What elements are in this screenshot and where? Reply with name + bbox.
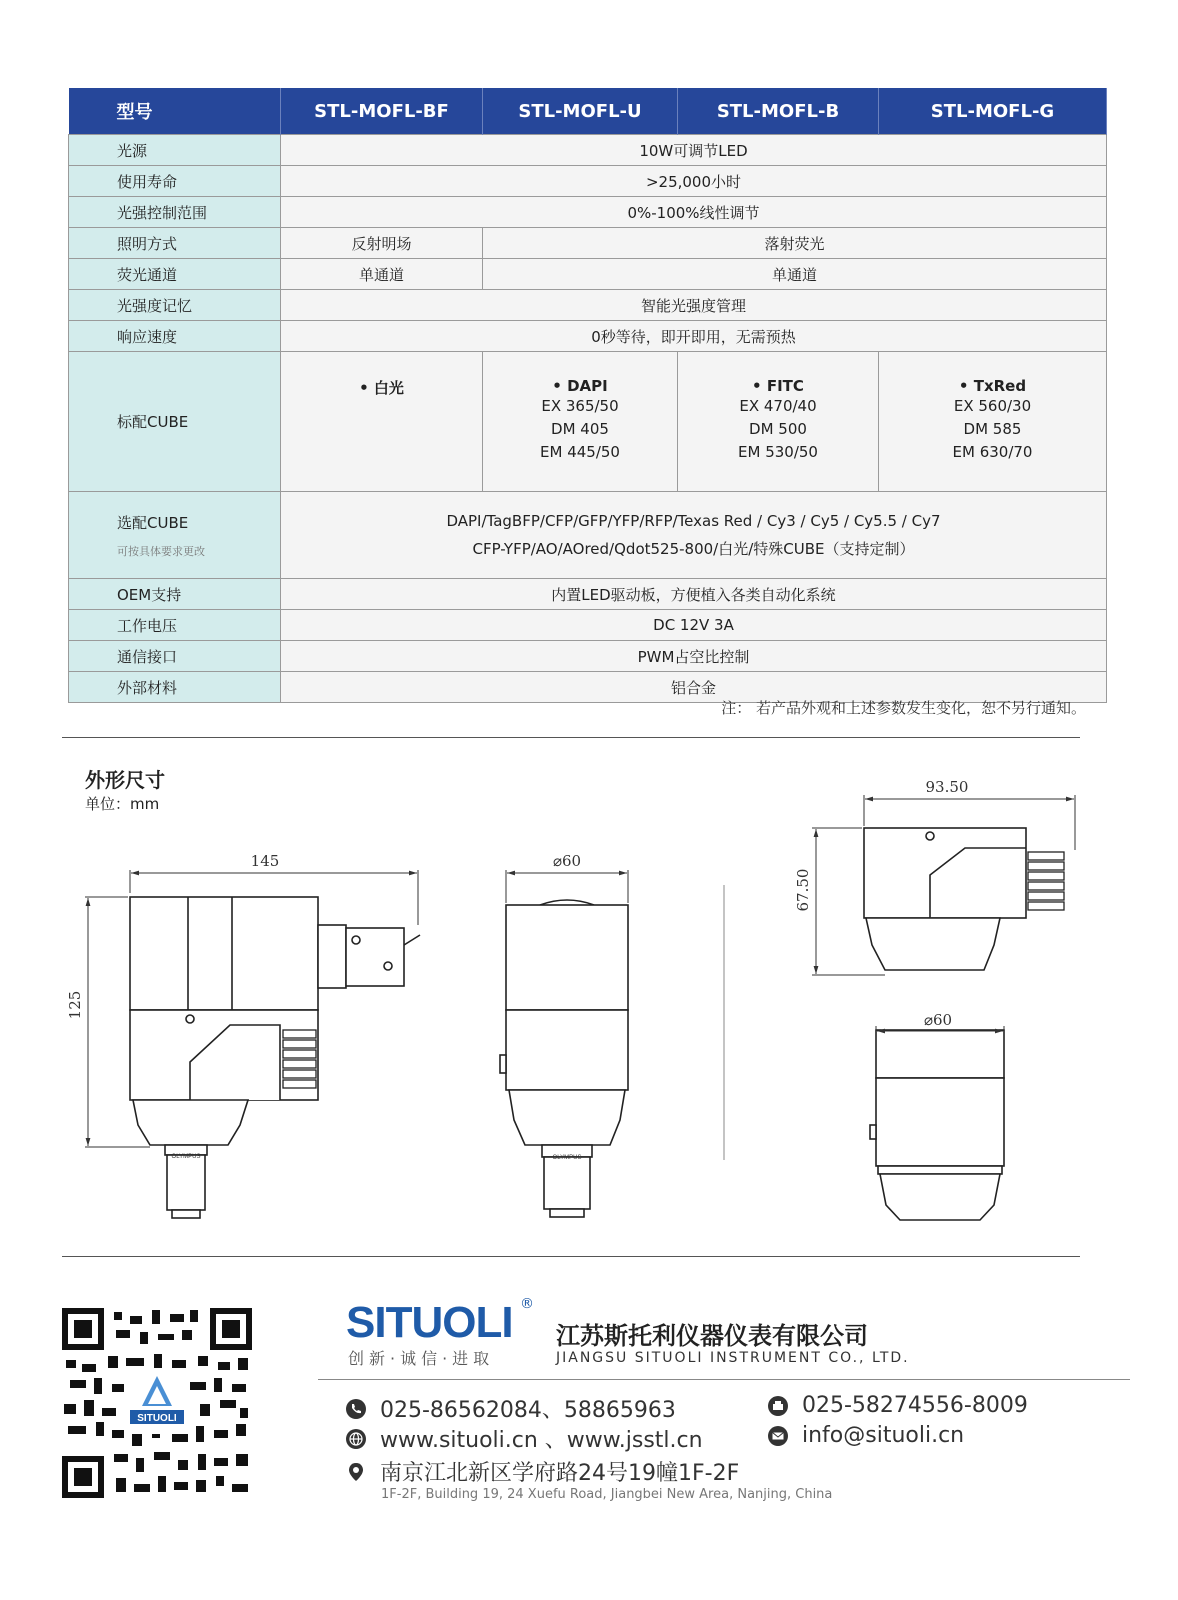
row-value-bf: 单通道 bbox=[281, 259, 483, 290]
section-divider bbox=[62, 1256, 1080, 1257]
contact-website bbox=[346, 1423, 703, 1454]
row-value: 铝合金 bbox=[281, 672, 1107, 703]
side-view-drawing bbox=[130, 897, 420, 1218]
row-label: 光强度记忆 bbox=[69, 290, 281, 321]
header-model-bf: STL-MOFL-BF bbox=[281, 88, 483, 135]
dim-top-height: 67.50 bbox=[794, 868, 812, 912]
cube-dm: DM 500 bbox=[749, 420, 807, 438]
address-cn-text: 南京江北新区学府路24号19幢1F-2F bbox=[380, 1461, 740, 1486]
row-value: >25,000小时 bbox=[281, 166, 1107, 197]
row-label: 光源 bbox=[69, 135, 281, 166]
dim-side-width: 145 bbox=[250, 852, 280, 870]
row-label: 外部材料 bbox=[69, 672, 281, 703]
row-value-rest: 单通道 bbox=[483, 259, 1107, 290]
cube-name: • FITC bbox=[752, 377, 804, 395]
row-value-rest: 落射荧光 bbox=[483, 228, 1107, 259]
objective-label-side: OLYMPUS bbox=[171, 1154, 201, 1160]
phone-icon bbox=[346, 1399, 366, 1419]
address-en-text: 1F-2F, Building 19, 24 Xuefu Road, Jiangbei New Area, Nanjing, China bbox=[381, 1487, 833, 1502]
row-value: 10W可调节LED bbox=[281, 135, 1107, 166]
contact-address bbox=[346, 1456, 739, 1487]
row-label: 响应速度 bbox=[69, 321, 281, 352]
row-value: DC 12V 3A bbox=[281, 610, 1107, 641]
fax-text: 025-58274556-8009 bbox=[802, 1393, 1028, 1418]
row-value: 智能光强度管理 bbox=[281, 290, 1107, 321]
phone-text: 025-86562084、58865963 bbox=[380, 1398, 676, 1423]
row-label: 工作电压 bbox=[69, 610, 281, 641]
fax-icon bbox=[768, 1396, 788, 1416]
cube-name: • DAPI bbox=[552, 377, 608, 395]
row-label: 荧光通道 bbox=[69, 259, 281, 290]
cube-ex: EX 470/40 bbox=[739, 397, 817, 415]
front-view-drawing bbox=[500, 900, 628, 1217]
header-model-u: STL-MOFL-U bbox=[483, 88, 678, 135]
disclaimer-note: 注： 若产品外观和上述参数发生变化，恕不另行通知。 bbox=[721, 699, 1086, 717]
row-label: 标配CUBE bbox=[69, 352, 281, 492]
footer-divider bbox=[318, 1379, 1130, 1380]
dim-top-width: 93.50 bbox=[925, 778, 969, 796]
row-value-bf: 反射明场 bbox=[281, 228, 483, 259]
registered-mark: ® bbox=[520, 1296, 534, 1312]
cube-ex: EX 365/50 bbox=[541, 397, 619, 415]
email-text: info@situoli.cn bbox=[802, 1423, 965, 1448]
cube-name: • TxRed bbox=[958, 377, 1027, 395]
row-label: OEM支持 bbox=[69, 579, 281, 610]
dim-side-height: 125 bbox=[66, 990, 84, 1020]
brand-slogan: 创新·诚信·进取 bbox=[348, 1349, 495, 1368]
qr-logo-text: SITUOLI bbox=[137, 1413, 177, 1424]
row-label: 光强控制范围 bbox=[69, 197, 281, 228]
cube-em: EM 630/70 bbox=[952, 443, 1033, 461]
cube-dm: DM 405 bbox=[551, 420, 609, 438]
row-sublabel: 可按具体要求更改 bbox=[117, 544, 205, 558]
qr-code bbox=[62, 1308, 252, 1498]
dimensions-unit: 单位：mm bbox=[85, 795, 160, 813]
contact-email bbox=[768, 1423, 964, 1448]
header-model-g: STL-MOFL-G bbox=[879, 88, 1107, 135]
row-value: 0%-100%线性调节 bbox=[281, 197, 1107, 228]
cube-dm: DM 585 bbox=[963, 420, 1022, 438]
dim-bottom-diameter: ⌀60 bbox=[923, 1011, 953, 1029]
row-label: 使用寿命 bbox=[69, 166, 281, 197]
cube-ex: EX 560/30 bbox=[953, 397, 1032, 415]
email-icon bbox=[768, 1426, 788, 1446]
optional-line-1: DAPI/TagBFP/CFP/GFP/YFP/RFP/Texas Red / Cy3 / Cy5 / Cy5.5 / Cy7 bbox=[446, 512, 941, 530]
cube-em: EM 530/50 bbox=[738, 443, 818, 461]
row-value: 0秒等待，即开即用，无需预热 bbox=[281, 321, 1107, 352]
objective-label-front: OLYMPUS bbox=[552, 1155, 582, 1161]
header-model-label: 型号 bbox=[69, 88, 281, 135]
dim-front-diameter: ⌀60 bbox=[552, 852, 582, 870]
company-name-cn: 江苏斯托利仪器仪表有限公司 bbox=[556, 1322, 868, 1350]
company-name-en: JIANGSU SITUOLI INSTRUMENT CO., LTD. bbox=[556, 1350, 910, 1366]
row-label: 选配CUBE bbox=[117, 513, 189, 532]
row-value: 内置LED驱动板，方便植入各类自动化系统 bbox=[281, 579, 1107, 610]
website-text: www.situoli.cn 、www.jsstl.cn bbox=[380, 1428, 703, 1453]
row-label: 通信接口 bbox=[69, 641, 281, 672]
cube-em: EM 445/50 bbox=[540, 443, 620, 461]
location-pin-icon bbox=[346, 1462, 366, 1482]
contact-fax bbox=[768, 1393, 1028, 1418]
brand-logo: SITUOLI bbox=[346, 1298, 513, 1347]
dimensions-title: 外形尺寸 bbox=[85, 768, 165, 792]
optional-line-2: CFP-YFP/AO/AOred/Qdot525-800/白光/特殊CUBE（支持定制） bbox=[472, 540, 915, 558]
contact-phone bbox=[346, 1393, 676, 1424]
row-value: PWM占空比控制 bbox=[281, 641, 1107, 672]
header-model-b: STL-MOFL-B bbox=[678, 88, 879, 135]
globe-icon bbox=[346, 1429, 366, 1449]
row-label: 照明方式 bbox=[69, 228, 281, 259]
cube-name: • 白光 bbox=[359, 379, 404, 397]
top-view-drawing bbox=[864, 828, 1064, 970]
bottom-view-drawing bbox=[870, 1030, 1004, 1220]
